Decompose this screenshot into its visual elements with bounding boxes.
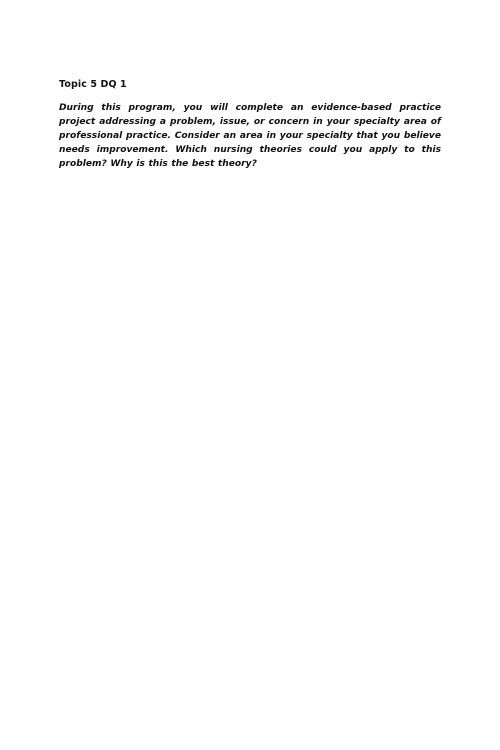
document-title: Topic 5 DQ 1 — [59, 79, 127, 90]
document-body-paragraph: During this program, you will complete an evidence-based practice project addressing a problem, issue, or concern in your specialty area of professional practice. Consider an area in your specialty that you believe needs improvement. Which nursing theories could you apply to this problem? Why is this the best theory? — [59, 103, 441, 169]
